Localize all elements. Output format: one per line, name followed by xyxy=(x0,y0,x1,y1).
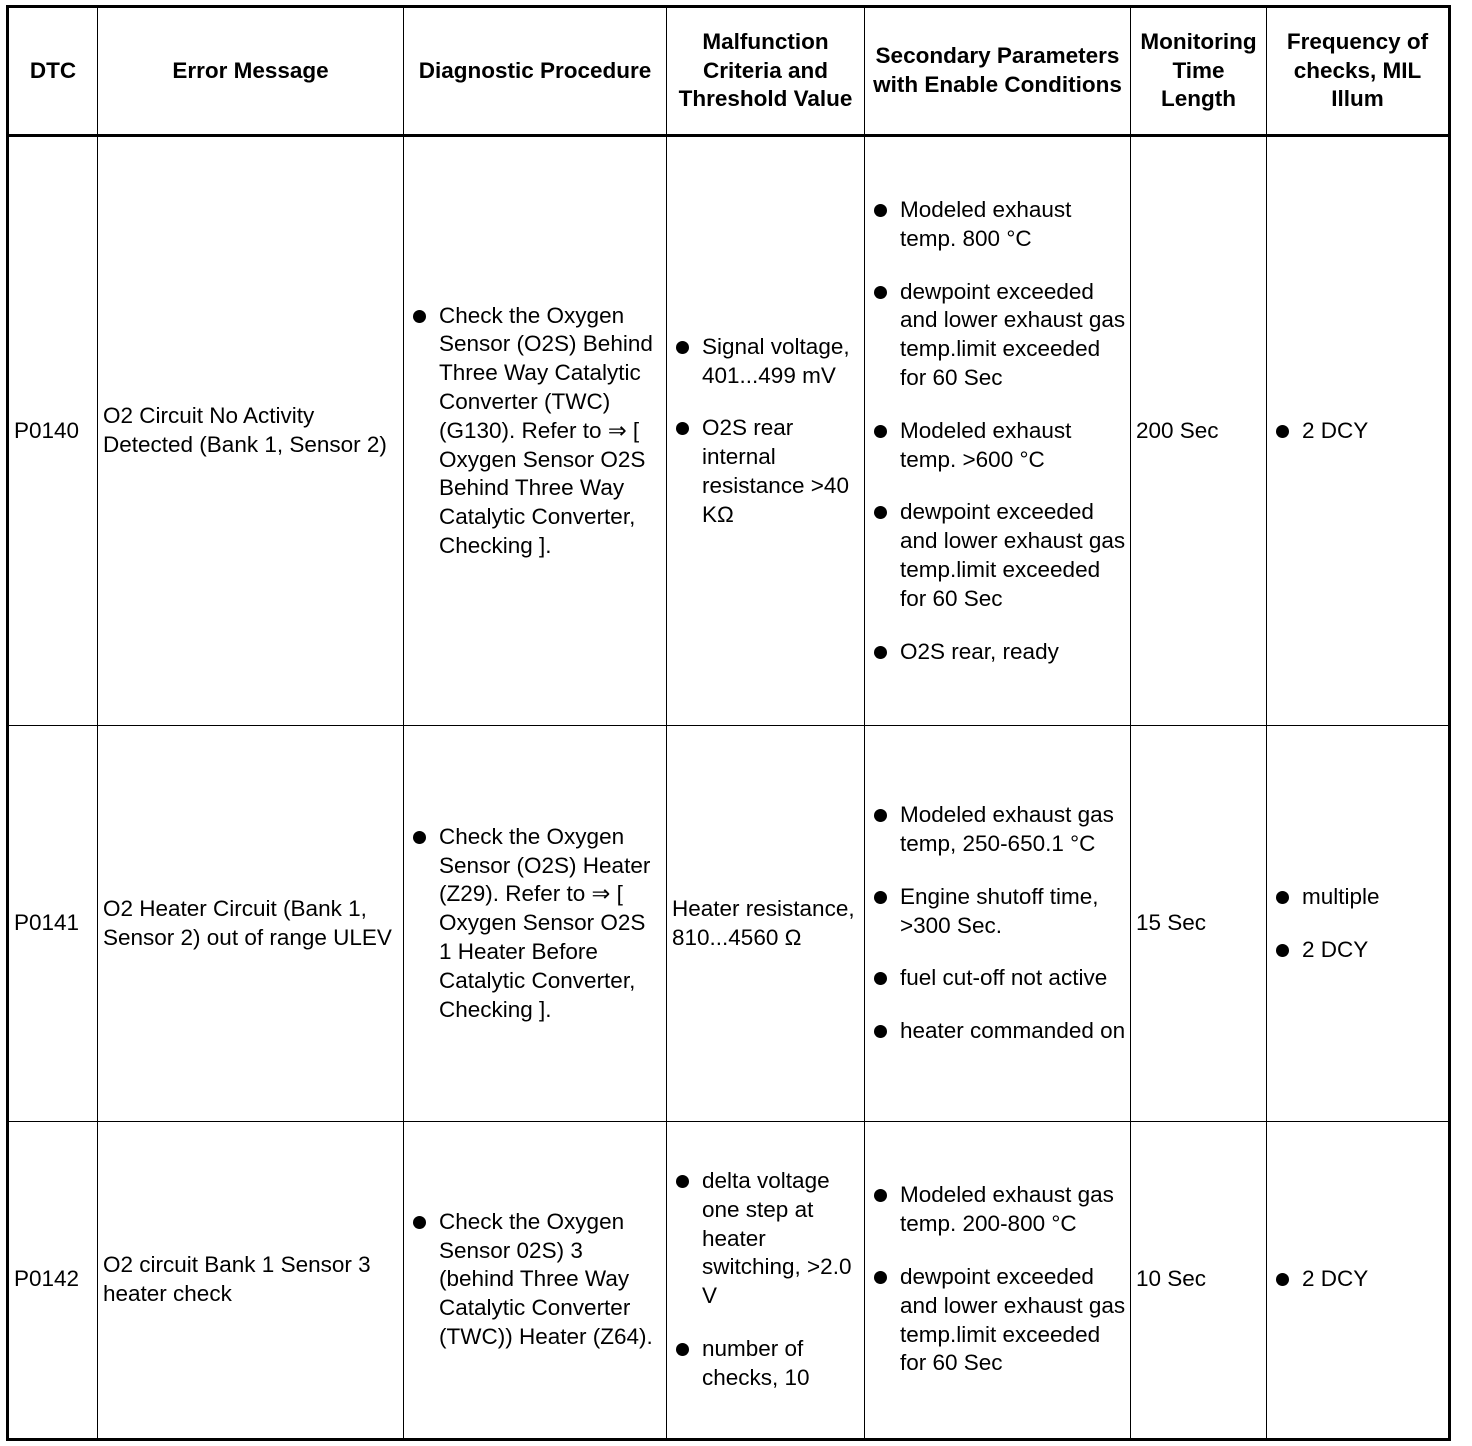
diagnostic-procedure xyxy=(404,726,667,1121)
error-message: O2 Circuit No Activity Detected (Bank 1, Sensor 2) xyxy=(98,136,404,726)
procedure-list xyxy=(409,302,662,561)
secondary-item: Modeled exhaust temp. >600 °C xyxy=(870,417,1126,475)
procedure-item: Check the Oxygen Sensor (O2S) Behind Three Way Catalytic Converter (TWC) (G130). Refer to ⇒ [ Oxygen Sensor O2S Behind Three Way Catalytic Converter, Checking ]. xyxy=(409,302,662,561)
error-message: O2 circuit Bank 1 Sensor 3 heater check xyxy=(98,1121,404,1439)
procedure-item: Check the Oxygen Sensor (O2S) Heater (Z29). Refer to ⇒ [ Oxygen Sensor O2S 1 Heater Before Catalytic Converter, Checking ]. xyxy=(409,823,662,1025)
header-malfunction-criteria: Malfunction Criteria and Threshold Value xyxy=(667,7,865,136)
criteria-item: number of checks, 10 xyxy=(672,1335,860,1393)
header-secondary-parameters: Secondary Parameters with Enable Conditions xyxy=(865,7,1131,136)
secondary-item: heater commanded on xyxy=(870,1017,1126,1046)
dtc-table xyxy=(6,5,1451,1441)
diagnostic-procedure xyxy=(404,136,667,726)
monitoring-time: 10 Sec xyxy=(1131,1121,1267,1439)
frequency-item: multiple xyxy=(1272,883,1444,912)
frequency-item: 2 DCY xyxy=(1272,936,1444,965)
frequency xyxy=(1267,136,1450,726)
header-diagnostic-procedure: Diagnostic Procedure xyxy=(404,7,667,136)
header-dtc: DTC xyxy=(8,7,98,136)
criteria-list xyxy=(672,1167,860,1393)
secondary-item: Modeled exhaust temp. 800 °C xyxy=(870,196,1126,254)
header-frequency: Frequency of checks, MIL Illum xyxy=(1267,7,1450,136)
procedure-item: Check the Oxygen Sensor 02S) 3 (behind Three Way Catalytic Converter (TWC)) Heater (Z64). xyxy=(409,1208,662,1352)
dtc-code: P0142 xyxy=(8,1121,98,1439)
malfunction-criteria xyxy=(667,136,865,726)
frequency xyxy=(1267,1121,1450,1439)
frequency-item: 2 DCY xyxy=(1272,417,1444,446)
secondary-item: dewpoint exceeded and lower exhaust gas temp.limit exceeded for 60 Sec xyxy=(870,1263,1126,1378)
secondary-item: Modeled exhaust gas temp, 250-650.1 °C xyxy=(870,801,1126,859)
error-message: O2 Heater Circuit (Bank 1, Sensor 2) out of range ULEV xyxy=(98,726,404,1121)
monitoring-time: 200 Sec xyxy=(1131,136,1267,726)
secondary-list xyxy=(870,801,1126,1046)
criteria-item: O2S rear internal resistance >40 KΩ xyxy=(672,414,860,529)
malfunction-criteria: Heater resistance, 810...4560 Ω xyxy=(667,726,865,1121)
secondary-item: dewpoint exceeded and lower exhaust gas temp.limit exceeded for 60 Sec xyxy=(870,278,1126,393)
monitoring-time: 15 Sec xyxy=(1131,726,1267,1121)
secondary-item: Engine shutoff time, >300 Sec. xyxy=(870,883,1126,941)
table-row xyxy=(8,726,1450,1121)
secondary-parameters xyxy=(865,1121,1131,1439)
frequency-item: 2 DCY xyxy=(1272,1265,1444,1294)
frequency-list xyxy=(1272,417,1444,446)
header-monitoring-time: Monitoring Time Length xyxy=(1131,7,1267,136)
dtc-code: P0141 xyxy=(8,726,98,1121)
secondary-parameters xyxy=(865,726,1131,1121)
diagnostic-procedure xyxy=(404,1121,667,1439)
malfunction-criteria xyxy=(667,1121,865,1439)
table-row xyxy=(8,1121,1450,1439)
header-error-message: Error Message xyxy=(98,7,404,136)
table-row xyxy=(8,136,1450,726)
header-row xyxy=(8,7,1450,136)
secondary-list xyxy=(870,1181,1126,1378)
secondary-item: dewpoint exceeded and lower exhaust gas temp.limit exceeded for 60 Sec xyxy=(870,498,1126,613)
secondary-item: fuel cut-off not active xyxy=(870,964,1126,993)
frequency-list xyxy=(1272,883,1444,965)
procedure-list xyxy=(409,1208,662,1352)
criteria-item: Signal voltage, 401...499 mV xyxy=(672,333,860,391)
criteria-item: delta voltage one step at heater switching, >2.0 V xyxy=(672,1167,860,1311)
frequency-list xyxy=(1272,1265,1444,1294)
criteria-list xyxy=(672,333,860,530)
procedure-list xyxy=(409,823,662,1025)
secondary-parameters xyxy=(865,136,1131,726)
secondary-item: O2S rear, ready xyxy=(870,638,1126,667)
frequency xyxy=(1267,726,1450,1121)
secondary-item: Modeled exhaust gas temp. 200-800 °C xyxy=(870,1181,1126,1239)
secondary-list xyxy=(870,196,1126,666)
dtc-code: P0140 xyxy=(8,136,98,726)
